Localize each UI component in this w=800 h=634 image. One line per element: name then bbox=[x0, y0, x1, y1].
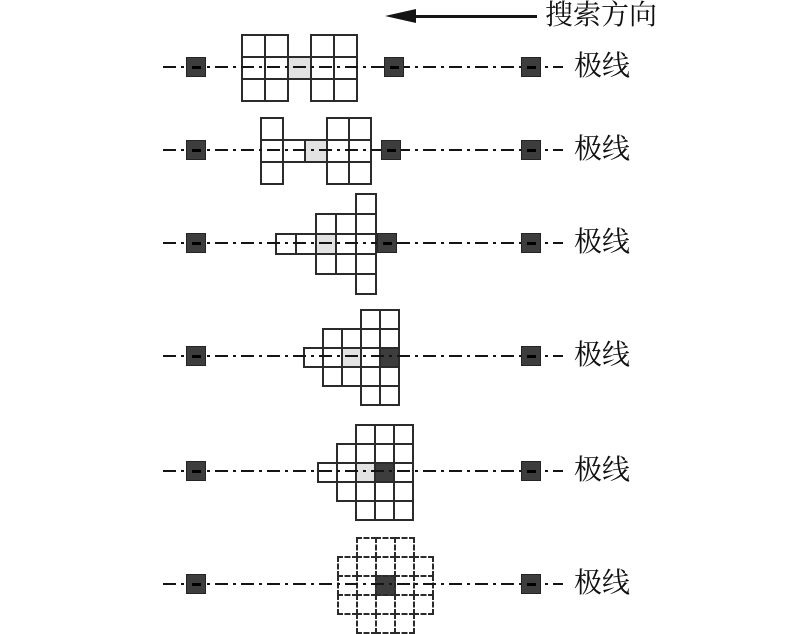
window-cell bbox=[336, 481, 357, 502]
window-cell bbox=[394, 575, 415, 596]
window-cell bbox=[322, 366, 343, 387]
window-cell bbox=[337, 594, 358, 615]
window-cell bbox=[310, 34, 335, 58]
window-cell-shaded bbox=[355, 462, 376, 483]
window-cell bbox=[360, 309, 381, 330]
epipolar-line bbox=[163, 66, 563, 68]
search-direction-label: 搜索方向 bbox=[545, 0, 658, 31]
epipolar-label: 极线 bbox=[574, 51, 631, 82]
window-cell bbox=[355, 193, 377, 215]
epipolar-label: 极线 bbox=[574, 455, 631, 486]
epipolar-line bbox=[163, 149, 563, 151]
window-cell bbox=[379, 328, 400, 349]
window-cell bbox=[360, 385, 381, 406]
epipolar-label: 极线 bbox=[574, 134, 631, 165]
left-arrow-icon bbox=[385, 9, 416, 23]
epipolar-label: 极线 bbox=[574, 340, 631, 371]
window-cell bbox=[241, 78, 266, 102]
window-cell bbox=[303, 347, 324, 368]
window-cell bbox=[336, 462, 357, 483]
window-cell bbox=[310, 56, 335, 80]
window-cell bbox=[355, 233, 377, 255]
window-cell bbox=[393, 443, 414, 464]
window-cell bbox=[356, 613, 377, 634]
pixel-square bbox=[186, 233, 206, 253]
pixel-square bbox=[521, 574, 541, 594]
epipolar-line bbox=[163, 583, 563, 585]
window-cell-dark bbox=[379, 347, 400, 368]
window-cell bbox=[264, 78, 289, 102]
window-cell bbox=[360, 366, 381, 387]
window-cell bbox=[348, 139, 372, 163]
window-cell-shaded bbox=[341, 347, 362, 368]
window-cell bbox=[375, 556, 396, 577]
window-cell bbox=[393, 500, 414, 521]
window-cell bbox=[326, 161, 350, 185]
window-cell bbox=[413, 575, 434, 596]
window-cell bbox=[374, 443, 395, 464]
window-cell bbox=[374, 500, 395, 521]
pixel-square bbox=[521, 140, 541, 160]
pixel-square bbox=[521, 461, 541, 481]
window-cell bbox=[393, 424, 414, 445]
window-cell bbox=[355, 500, 376, 521]
window-cell bbox=[241, 34, 266, 58]
window-cell-dark bbox=[375, 575, 396, 596]
window-cell bbox=[394, 613, 415, 634]
window-cell bbox=[355, 273, 377, 295]
window-cell bbox=[336, 443, 357, 464]
window-cell bbox=[341, 328, 362, 349]
window-cell bbox=[375, 594, 396, 615]
window-cell bbox=[375, 613, 396, 634]
window-cell bbox=[374, 481, 395, 502]
window-cell bbox=[260, 139, 284, 163]
window-cell bbox=[264, 56, 289, 80]
window-cell bbox=[413, 556, 434, 577]
pixel-square bbox=[186, 461, 206, 481]
window-cell-shaded bbox=[287, 56, 312, 80]
pixel-square bbox=[186, 140, 206, 160]
window-cell bbox=[315, 213, 337, 235]
window-cell bbox=[326, 139, 350, 163]
window-cell bbox=[275, 233, 297, 255]
pixel-square bbox=[186, 574, 206, 594]
window-cell bbox=[282, 139, 306, 163]
pixel-square bbox=[381, 140, 401, 160]
window-cell bbox=[348, 161, 372, 185]
window-cell bbox=[356, 556, 377, 577]
window-cell-shaded bbox=[304, 139, 328, 163]
window-cell bbox=[355, 443, 376, 464]
window-cell bbox=[322, 328, 343, 349]
window-cell bbox=[341, 366, 362, 387]
window-cell bbox=[374, 424, 395, 445]
window-cell bbox=[326, 117, 350, 141]
epipolar-line bbox=[163, 242, 563, 244]
window-cell bbox=[393, 462, 414, 483]
window-cell bbox=[322, 347, 343, 368]
pixel-square bbox=[377, 233, 397, 253]
window-cell bbox=[241, 56, 266, 80]
window-cell bbox=[260, 117, 284, 141]
window-cell bbox=[337, 575, 358, 596]
window-cell bbox=[360, 328, 381, 349]
window-cell bbox=[355, 213, 377, 235]
window-cell bbox=[355, 481, 376, 502]
window-cell bbox=[356, 594, 377, 615]
epipolar-line bbox=[163, 355, 563, 357]
pixel-square bbox=[384, 57, 404, 77]
pixel-square bbox=[521, 57, 541, 77]
window-cell bbox=[310, 78, 335, 102]
window-cell bbox=[315, 253, 337, 275]
window-cell bbox=[360, 347, 381, 368]
window-cell bbox=[264, 34, 289, 58]
pixel-square bbox=[186, 346, 206, 366]
window-cell bbox=[317, 462, 338, 483]
window-cell bbox=[335, 253, 357, 275]
window-cell bbox=[356, 575, 377, 596]
window-cell bbox=[260, 161, 284, 185]
window-cell bbox=[333, 78, 358, 102]
window-cell bbox=[356, 537, 377, 558]
epipolar-line bbox=[163, 470, 563, 472]
window-cell bbox=[379, 385, 400, 406]
window-cell bbox=[333, 34, 358, 58]
window-cell bbox=[355, 424, 376, 445]
window-cell bbox=[348, 117, 372, 141]
window-cell bbox=[333, 56, 358, 80]
epipolar-label: 极线 bbox=[574, 227, 631, 258]
window-cell bbox=[379, 309, 400, 330]
window-cell bbox=[295, 233, 317, 255]
pixel-square bbox=[186, 57, 206, 77]
left-arrow-shaft bbox=[413, 15, 537, 18]
window-cell bbox=[413, 594, 434, 615]
window-cell bbox=[379, 366, 400, 387]
pixel-square bbox=[521, 346, 541, 366]
window-cell bbox=[394, 556, 415, 577]
window-cell bbox=[394, 594, 415, 615]
window-cell bbox=[335, 213, 357, 235]
window-cell bbox=[335, 233, 357, 255]
window-cell bbox=[355, 253, 377, 275]
pixel-square bbox=[521, 233, 541, 253]
window-cell bbox=[337, 556, 358, 577]
window-cell-dark bbox=[374, 462, 395, 483]
window-cell-shaded bbox=[315, 233, 337, 255]
epipolar-label: 极线 bbox=[574, 568, 631, 599]
window-cell bbox=[394, 537, 415, 558]
window-cell bbox=[375, 537, 396, 558]
window-cell bbox=[393, 481, 414, 502]
